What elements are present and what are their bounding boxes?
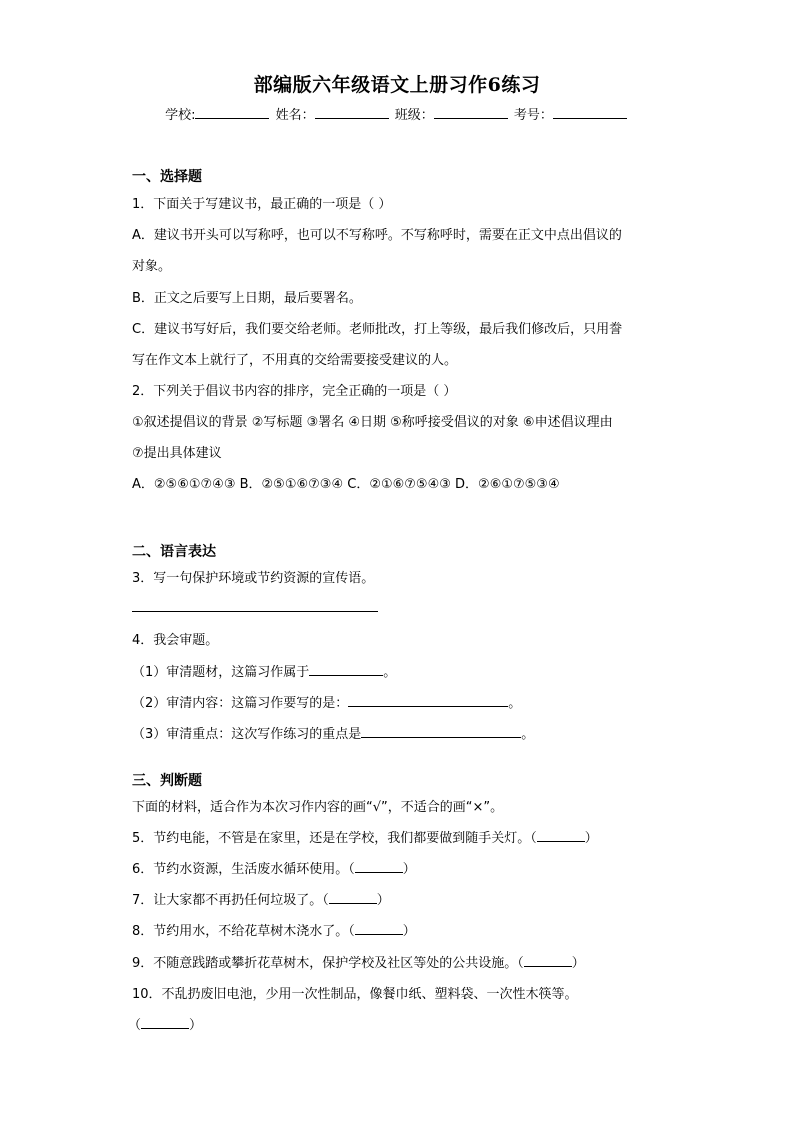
question-4-1-text: （1）审清题材，这篇习作属于 (132, 665, 310, 680)
section-heading-expression: 二、语言表达 (132, 544, 216, 560)
question-9-text: 9．不随意践踏或攀折花草树木，保护学校及社区等处的公共设施。（ (132, 956, 524, 971)
class-field[interactable] (434, 105, 508, 119)
document-title: 部编版六年级语文上册习作6练习 (253, 74, 541, 96)
question-1-stem: 1．下面关于写建议书，最正确的一项是（ ） (132, 197, 392, 212)
question-10-close: ） (189, 1018, 203, 1033)
school-field[interactable] (195, 105, 269, 119)
question-5-blank[interactable] (537, 828, 585, 842)
question-2-options: A．②⑤⑥①⑦④③ B．②⑤①⑥⑦③④ C．②①⑥⑦⑤④③ D．②⑥①⑦⑤③④ (132, 477, 560, 492)
question-6-text: 6．节约水资源，生活废水循环使用。（ (132, 862, 355, 877)
question-5 (132, 827, 598, 846)
number-field[interactable] (553, 105, 627, 119)
question-6 (132, 858, 416, 877)
question-3-stem: 3．写一句保护环境或节约资源的宣传语。 (132, 571, 375, 586)
question-5-text: 5．节约电能，不管是在家里，还是在学校，我们都要做到随手关灯。（ (132, 831, 537, 846)
question-2-items-line2: ⑦提出具体建议 (132, 446, 222, 461)
judgement-instructions: 下面的材料，适合作为本次习作内容的画“√”，不适合的画“×”。 (132, 800, 504, 815)
student-info-line (0, 104, 794, 123)
class-label: 班级： (394, 108, 434, 123)
question-2-stem: 2．下列关于倡议书内容的排序，完全正确的一项是（ ） (132, 384, 457, 399)
question-1-option-c-line2: 写在作文本上就行了，不用真的交给需要接受建议的人。 (132, 353, 458, 368)
question-4-3-text: （3）审清重点：这次写作练习的重点是 (132, 727, 362, 742)
question-2-items-line1: ①叙述提倡议的背景 ②写标题 ③署名 ④日期 ⑤称呼接受倡议的对象 ⑥申述倡议理由 (132, 415, 613, 430)
question-4-2 (132, 692, 521, 711)
section-heading-choice: 一、选择题 (132, 169, 202, 185)
question-4-3-blank[interactable] (361, 724, 521, 738)
question-8-blank[interactable] (355, 921, 403, 935)
question-8 (132, 920, 416, 939)
question-4-3 (132, 723, 534, 742)
number-label: 考号： (513, 108, 553, 123)
question-4-1-end: 。 (383, 665, 397, 680)
question-7-close: ） (376, 893, 390, 908)
question-3-answer-line[interactable] (132, 611, 378, 612)
name-field[interactable] (315, 105, 389, 119)
question-9 (132, 952, 585, 971)
question-7-blank[interactable] (329, 890, 377, 904)
question-4-stem: 4．我会审题。 (132, 633, 219, 648)
question-7-text: 7．让大家都不再扔任何垃圾了。（ (132, 893, 329, 908)
question-1-option-b: B．正文之后要写上日期，最后要署名。 (132, 291, 362, 306)
question-1-option-a-line2: 对象。 (132, 259, 172, 274)
section-heading-judgement: 三、判断题 (132, 773, 202, 789)
question-10-open: （ (128, 1018, 142, 1033)
question-4-2-text: （2）审清内容：这篇习作要写的是： (132, 696, 349, 711)
name-label: 姓名： (275, 108, 315, 123)
question-4-2-blank[interactable] (348, 693, 508, 707)
question-5-close: ） (584, 831, 598, 846)
question-10-answer (128, 1014, 202, 1033)
question-8-close: ） (402, 924, 416, 939)
question-10-text: 10．不乱扔废旧电池，少用一次性制品，像餐巾纸、塑料袋、一次性木筷等。 (132, 987, 578, 1002)
question-9-close: ） (571, 956, 585, 971)
question-4-3-end: 。 (521, 727, 535, 742)
question-4-1 (132, 661, 396, 680)
question-6-blank[interactable] (355, 859, 403, 873)
question-1-option-a-line1: A．建议书开头可以写称呼，也可以不写称呼。不写称呼时，需要在正文中点出倡议的 (132, 228, 622, 243)
question-4-1-blank[interactable] (309, 662, 383, 676)
question-4-2-end: 。 (508, 696, 522, 711)
school-label: 学校: (165, 108, 196, 123)
question-8-text: 8．节约用水，不给花草树木浇水了。（ (132, 924, 355, 939)
question-10-blank[interactable] (141, 1015, 189, 1029)
question-1-option-c-line1: C．建议书写好后，我们要交给老师。老师批改，打上等级，最后我们修改后，只用誊 (132, 322, 623, 337)
question-7 (132, 889, 390, 908)
question-6-close: ） (402, 862, 416, 877)
question-9-blank[interactable] (524, 953, 572, 967)
